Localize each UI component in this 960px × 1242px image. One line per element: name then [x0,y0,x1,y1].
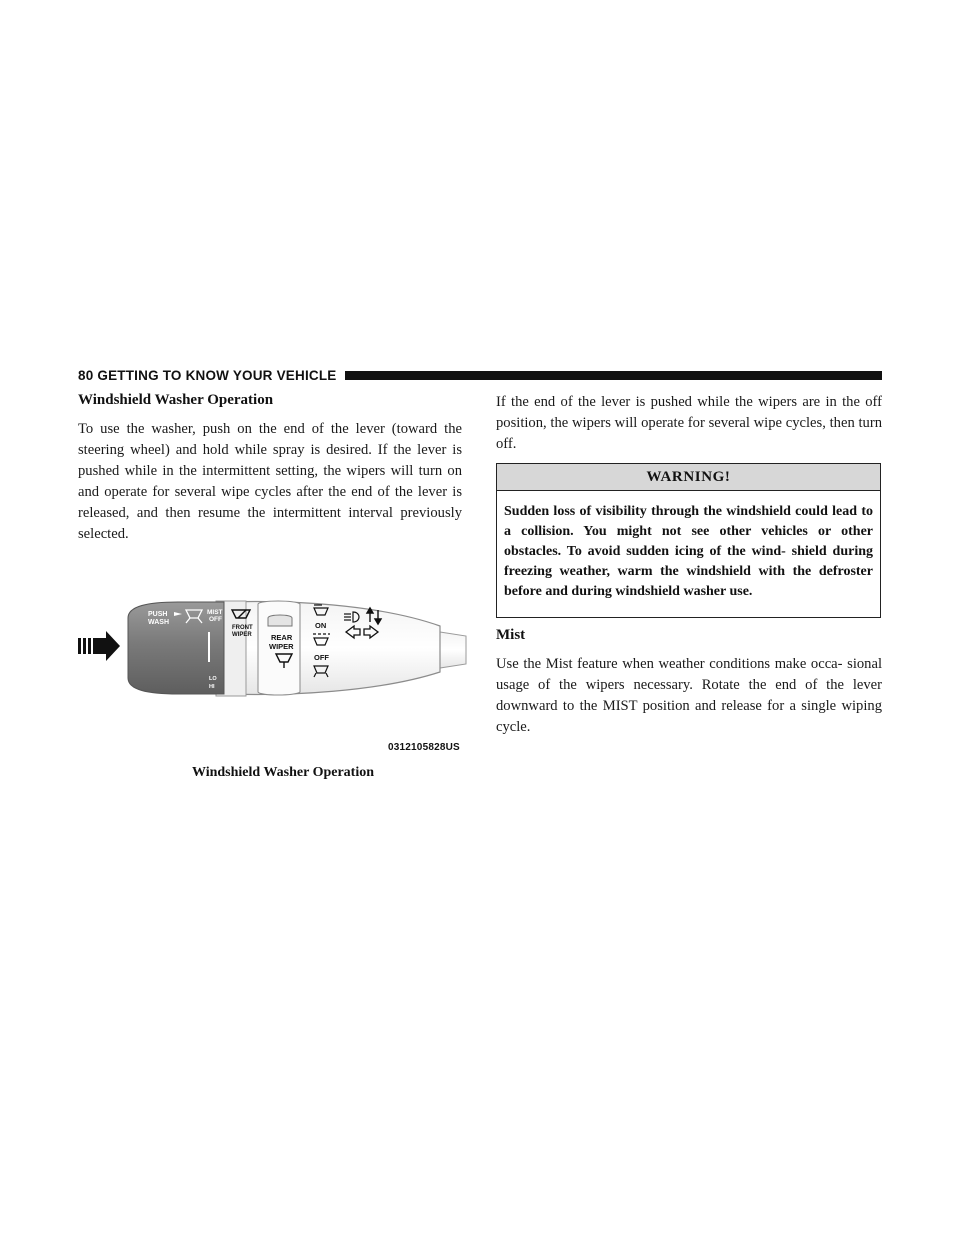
front-wiper-label-2: WIPER [232,632,252,638]
left-column [78,392,462,545]
intermittent-indicator-bar [208,632,210,662]
push-direction-arrow-icon [78,631,120,661]
page-number: 80 [78,367,94,383]
hi-label: HI [209,684,215,690]
figure-code: 0312105828US [388,742,460,753]
page-header-text [78,368,337,383]
rear-wiper-label-2: WIPER [269,642,294,651]
mist-paragraph: Use the Mist feature when weather conditions make occa- sional usage of the wipers necessary. Rotate the end of the lever downward to the MIST position and release for a single wiping cycle. [496,656,882,735]
washer-continued-paragraph: If the end of the lever is pushed while the wipers are in the off position, the wipers will operate for several wipe cycles, then turn off. [496,394,882,452]
wiper-lever-figure [78,588,468,748]
mist-off-label: OFF [209,616,222,623]
off-label: OFF [314,653,329,662]
mist-section [496,627,882,738]
front-wiper-label: FRONT [232,625,253,631]
mist-label: MIST [207,609,223,616]
wiper-lever-illustration [78,588,468,748]
push-wash-label: PUSH [148,611,168,618]
right-column [496,392,882,455]
rear-wiper-label: REAR [271,633,293,642]
mist-heading: Mist [496,627,526,643]
page-header [78,366,882,384]
header-rule [345,371,883,380]
warning-text: Sudden loss of visibility through the windshield could lead to a collision. You might not see other vehicles or other obstacles. To avoid sudden icing of the wind- shield during freezing weather, warm the windshield with the defroster before and during windshield washer use. [504,504,873,599]
push-wash-label-2: WASH [148,619,169,626]
washer-paragraph: To use the washer, push on the end of the lever (toward the steering wheel) and hold while spray is desired. If the lever is pushed while in the intermittent setting, the wipers will turn on and operate for several wipe cycles after the end of the lever is released, and then resume the intermittent interval previously selected. [78,421,462,542]
lo-label: LO [209,676,217,682]
warning-box [496,463,881,618]
figure-caption: Windshield Washer Operation [191,765,375,780]
on-label: ON [315,621,327,630]
warning-title: WARNING! [497,464,880,491]
washer-heading: Windshield Washer Operation [78,392,274,408]
section-title: GETTING TO KNOW YOUR VEHICLE [97,367,337,383]
